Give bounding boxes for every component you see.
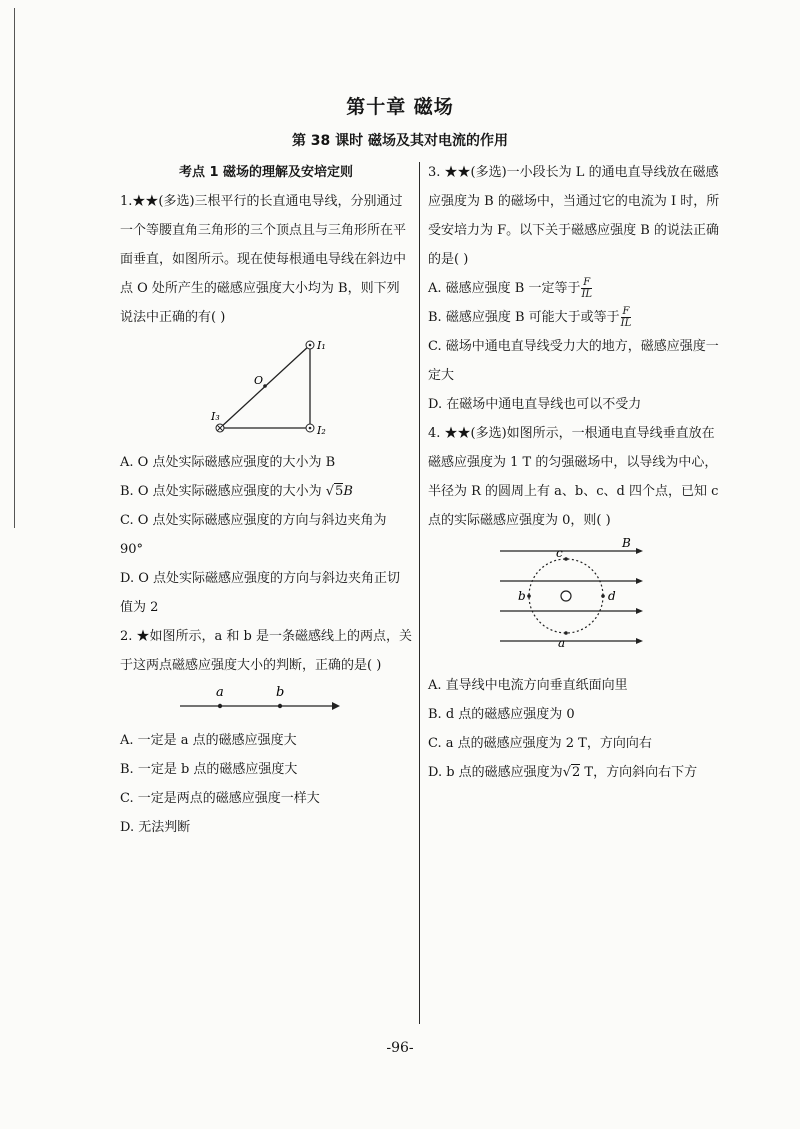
point-b bbox=[527, 594, 531, 598]
point-a bbox=[564, 631, 568, 635]
q4-option-a: A. 直导线中电流方向垂直纸面向里 bbox=[428, 678, 628, 693]
q1-option-b: B. O 点处实际磁感应强度的大小为 √5B bbox=[120, 484, 353, 499]
q3-option-b: B. 磁感应强度 B 可能大于或等于 $\frac{F}{IL}$ bbox=[428, 306, 632, 329]
q1-triangle-figure bbox=[120, 334, 412, 444]
q4-stem: 4. ★★(多选)如图所示，一根通电直导线垂直放在磁感应强度为 1 T 的匀强磁场中，以导线为中心，半径为 R 的圆周上有 a、b、c、d 四个点，已知 c 点的实际磁感应强度为 0，则( ) bbox=[428, 426, 719, 528]
q1-option-c: C. O 点处实际磁感应强度的方向与斜边夹角为 90° bbox=[120, 513, 387, 557]
field-line-arrow bbox=[332, 702, 340, 710]
point-a bbox=[218, 704, 222, 708]
fraction-f-over-il: $\frac{F}{IL}$ bbox=[581, 277, 593, 300]
chapter-title: 第十章 磁场 bbox=[346, 96, 454, 118]
point-o bbox=[263, 384, 267, 388]
q4-option-b: B. d 点的磁感应强度为 0 bbox=[428, 707, 575, 722]
label-i1: I₁ bbox=[317, 339, 326, 352]
label-a: a bbox=[216, 685, 224, 700]
label-i2: I₂ bbox=[317, 424, 326, 437]
label-i3: I₃ bbox=[211, 410, 220, 423]
q2-option-b: B. 一定是 b 点的磁感应强度大 bbox=[120, 762, 298, 777]
wire-center bbox=[561, 591, 571, 601]
lesson-title: 第 38 课时 磁场及其对电流的作用 bbox=[291, 133, 509, 149]
q3-option-a: A. 磁感应强度 B 一定等于 $\frac{F}{IL}$ bbox=[428, 277, 593, 300]
label-d: d bbox=[608, 589, 616, 603]
label-a: a bbox=[558, 636, 566, 650]
q3-option-d: D. 在磁场中通电直导线也可以不受力 bbox=[428, 397, 642, 412]
point-d bbox=[601, 594, 605, 598]
right-column bbox=[428, 158, 720, 787]
column-divider bbox=[419, 162, 420, 1024]
point-c bbox=[564, 557, 568, 561]
fraction-f-over-il: $\frac{F}{IL}$ bbox=[620, 306, 632, 329]
label-b: b bbox=[276, 685, 285, 700]
label-c: c bbox=[556, 546, 563, 560]
q2-option-c: C. 一定是两点的磁感应强度一样大 bbox=[120, 791, 320, 806]
q1-option-a: A. O 点处实际磁感应强度的大小为 B bbox=[120, 455, 336, 470]
q1-option-d: D. O 点处实际磁感应强度的方向与斜边夹角正切值为 2 bbox=[120, 571, 401, 615]
label-field-b: B bbox=[622, 537, 631, 550]
q3-stem: 3. ★★(多选)一小段长为 L 的通电直导线放在磁感应强度为 B 的磁场中，当通过它的电流为 I 时，所受安培力为 F。以下关于磁感应强度 B 的说法正确的是( ) bbox=[428, 165, 720, 267]
q4-option-d: D. b 点的磁感应强度为√2 T，方向斜向右下方 bbox=[428, 765, 698, 780]
q2-option-a: A. 一定是 a 点的磁感应强度大 bbox=[120, 733, 297, 748]
q2-stem: 2. ★如图所示，a 和 b 是一条磁感线上的两点，关于这两点磁感应强度大小的判断，正确的是( ) bbox=[120, 629, 413, 673]
q3-option-c: C. 磁场中通电直导线受力大的地方，磁感应强度一定大 bbox=[428, 339, 719, 383]
q2-option-d: D. 无法判断 bbox=[120, 820, 191, 835]
page-number: -96- bbox=[386, 1040, 414, 1056]
section-heading: 考点 1 磁场的理解及安培定则 bbox=[178, 165, 354, 180]
q1-stem: 1.★★(多选)三根平行的长直通电导线，分别通过一个等腰直角三角形的三个顶点且与三角形所在平面垂直，如图所示。现在使每根通电导线在斜边中点 O 处所产生的磁感应强度大小均为 B，则下列说法中正确的有( ) bbox=[120, 194, 407, 325]
q2-field-line-figure bbox=[120, 682, 412, 722]
q4-circle-field-figure bbox=[428, 537, 720, 667]
label-b: b bbox=[518, 589, 526, 603]
label-o: O bbox=[254, 374, 264, 387]
point-b bbox=[278, 704, 282, 708]
binding-edge-line bbox=[14, 8, 15, 528]
q4-option-c: C. a 点的磁感应强度为 2 T，方向向右 bbox=[428, 736, 652, 751]
left-column bbox=[120, 158, 412, 842]
